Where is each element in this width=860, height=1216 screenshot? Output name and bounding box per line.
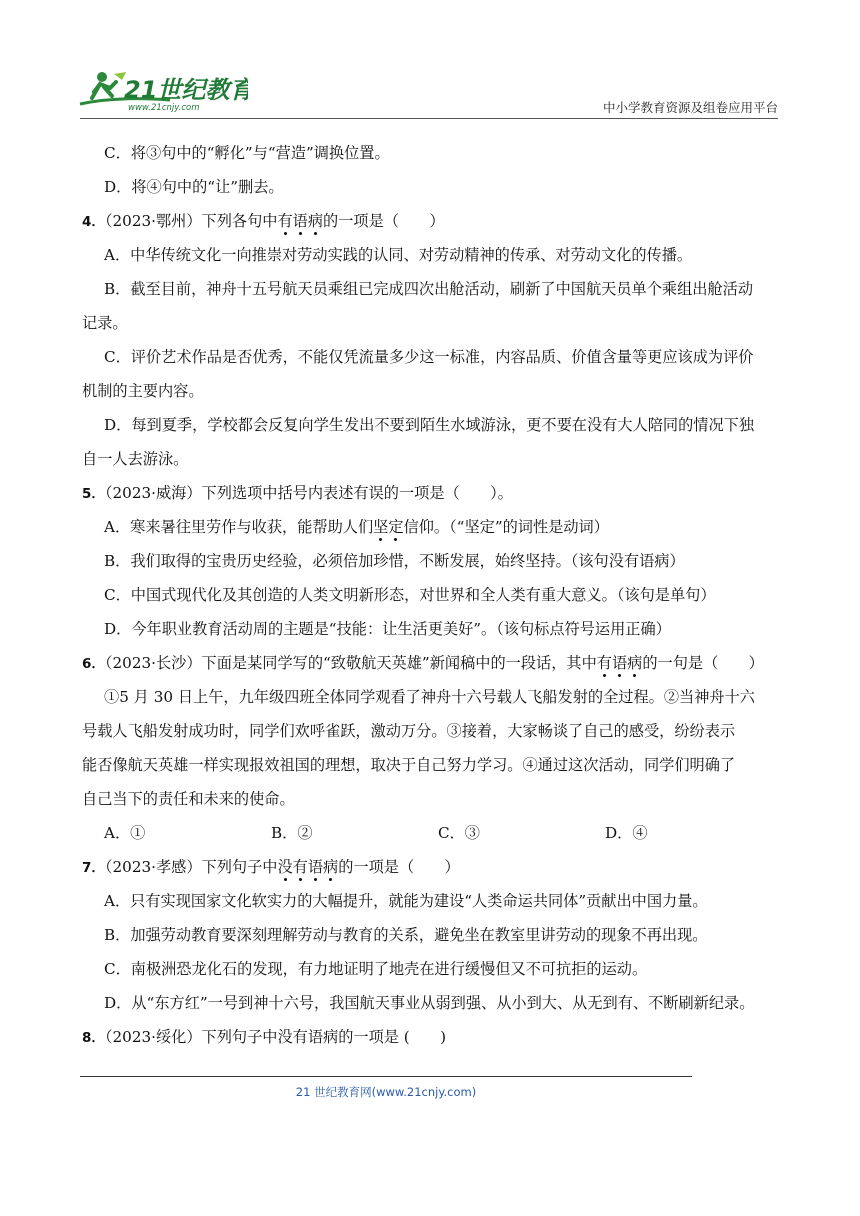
q6-option-b: B．② — [271, 824, 313, 842]
q3-option-c: C．将③句中的“孵化”与“营造”调换位置。 — [104, 144, 390, 162]
question-8-stem: 8．（2023·绥化）下列句子中没有语病的一项是 ( ) — [82, 1028, 447, 1046]
page-header — [0, 0, 860, 122]
q4-option-c-cont: 机制的主要内容。 — [82, 382, 204, 400]
header-divider — [80, 118, 778, 119]
question-5-stem: 5．（2023·威海）下列选项中括号内表述有误的一项是（ ）。 — [82, 484, 513, 502]
q6-passage-line: 号载人飞船发射成功时，同学们欢呼雀跃，激动万分。③接着，大家畅谈了自己的感受，纷纷表示 — [82, 722, 736, 740]
q4-option-b-cont: 记录。 — [82, 314, 128, 332]
question-7-stem: 7．（2023·孝感）下列句子中没有语病的一项是（ ） — [82, 858, 460, 876]
site-logo — [78, 68, 248, 114]
document-body — [82, 136, 782, 1054]
question-4-stem: 4．（2023·鄂州）下列各句中有语病的一项是（ ） — [82, 212, 445, 230]
svg-text:21世纪教育: 21世纪教育 — [124, 76, 248, 104]
q7-option-a: A．只有实现国家文化软实力的大幅提升，就能为建设“人类命运共同体”贡献出中国力量。 — [104, 892, 708, 910]
q4-option-b: B．截至目前，神舟十五号航天员乘组已完成四次出舱活动，刷新了中国航天员单个乘组出舱活动 — [104, 280, 754, 298]
q5-option-d: D．今年职业教育活动周的主题是“技能：让生活更美好”。（该句标点符号运用正确） — [104, 620, 671, 638]
q5-option-a: A．寒来暑往里劳作与收获，能帮助人们坚定信仰。（“坚定”的词性是动词） — [104, 518, 609, 536]
q6-option-a: A．① — [104, 824, 146, 842]
platform-slogan: 中小学教育资源及组卷应用平台 — [602, 100, 778, 115]
q7-option-b: B．加强劳动教育要深刻理解劳动与教育的关系，避免坐在教室里讲劳动的现象不再出现。 — [104, 926, 708, 944]
q7-option-c: C．南极洲恐龙化石的发现，有力地证明了地壳在进行缓慢但又不可抗拒的运动。 — [104, 960, 648, 978]
q4-option-a: A．中华传统文化一向推崇对劳动实践的认同、对劳动精神的传承、对劳动文化的传播。 — [104, 246, 693, 264]
q3-option-d: D．将④句中的“让”删去。 — [104, 178, 284, 196]
q6-passage-line: 自己当下的责任和未来的使命。 — [82, 790, 295, 808]
footer-divider — [80, 1076, 692, 1077]
q4-option-d: D．每到夏季，学校都会反复向学生发出不要到陌生水域游泳，更不要在没有大人陪同的情况下独 — [104, 416, 755, 434]
q4-option-d-cont: 自一人去游泳。 — [82, 450, 189, 468]
q5-option-b: B．我们取得的宝贵历史经验，必须倍加珍惜，不断发展，始终坚持。（该句没有语病） — [104, 552, 685, 570]
footer-link[interactable]: 21 世纪教育网(www.21cnjy.com) — [295, 1085, 477, 1099]
q6-options — [82, 816, 782, 850]
q6-option-d: D．④ — [605, 824, 648, 842]
q4-option-c: C．评价艺术作品是否优秀，不能仅凭流量多少这一标准，内容品质、价值含量等更应该成为评价 — [104, 348, 754, 366]
q7-option-d: D．从“东方红”一号到神十六号，我国航天事业从弱到强、从小到大、从无到有、不断刷新纪录。 — [104, 994, 755, 1012]
question-6-stem: 6．（2023·长沙）下面是某同学写的“致敬航天英雄”新闻稿中的一段话，其中有语病的一句是（ ） — [82, 654, 764, 672]
q6-option-c: C．③ — [438, 824, 480, 842]
q5-option-c: C．中国式现代化及其创造的人类文明新形态，对世界和全人类有重大意义。（该句是单句） — [104, 586, 716, 604]
q6-passage-line: 能否像航天英雄一样实现报效祖国的理想，取决于自己努力学习。④通过这次活动，同学们明确了 — [82, 756, 736, 774]
svg-text:www.21cnjy.com: www.21cnjy.com — [128, 103, 200, 113]
q6-passage-line: ①5 月 30 日上午，九年级四班全体同学观看了神舟十六号载人飞船发射的全过程。②当神舟十六 — [104, 688, 755, 706]
